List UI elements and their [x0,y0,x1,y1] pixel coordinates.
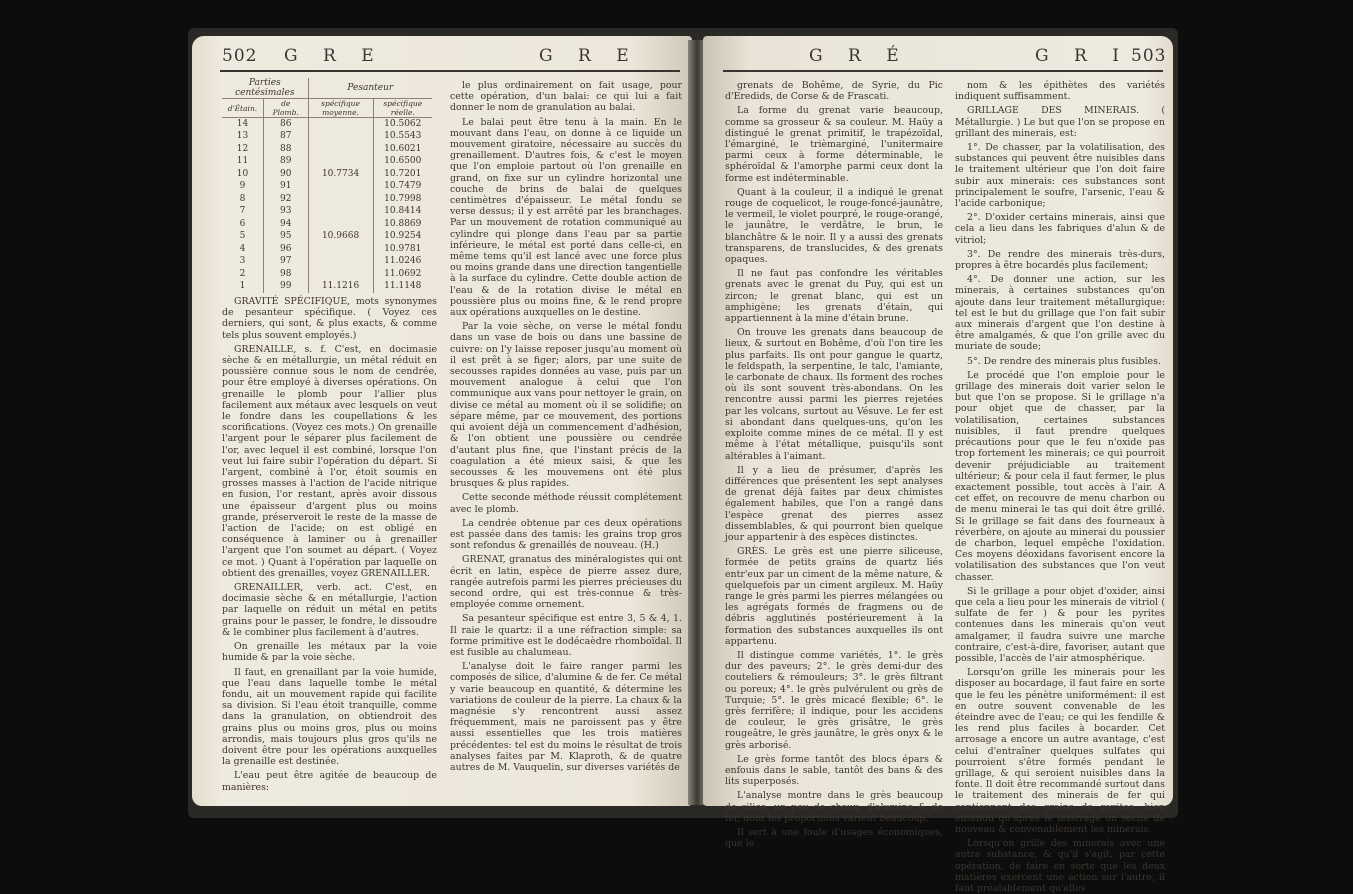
paragraph: Il faut, en grenaillant par la voie humide, que l'eau dans laquelle tombe le métal fondu, ait un mouvement rapide qui facilite sa division. Si l'eau étoit tranquille, comme dans la granulation, on obtiendroit des grains plus ou moins gros, plus ou moins arrondis, mais toujours plus gros qu'ils ne doivent être pour les opérations auxquelles la grenaille est destinée. [222,666,437,768]
left-header-left: G R E [284,46,384,66]
right-page-number: 503 [1131,46,1167,66]
paragraph: Il sert à une foule d'usages économiques, que le [725,827,943,850]
paragraph: L'analyse doit le faire ranger parmi les composés de silice, d'alumine & de fer. Ce métal y varie beaucoup en quantité, & détermine les variations de couleur de la pierre. La chaux & la magnésie s'y rencontrent aussi assez fréquemment, mais ne paroissent pas y être aussi essentielles que les trois matières précédentes: tel est du moins le résultat de trois analyses faites par M. Klaproth, & de quatre autres de M. Vauquelin, sur diverses variétés de [450,661,682,773]
paragraph: L'eau peut être agitée de beaucoup de manières: [222,770,437,793]
paragraph: Il y a lieu de présumer, d'après les différences que présentent les sept analyses de grenat déjà faites par deux chimistes également habiles, que l'on a rangé dans l'espèce grenat des pierres assez dissemblables, & qui pourront bien quelque jour appartenir à des espèces distinctes. [725,464,943,543]
table-cell: 93 [263,205,308,218]
table-cell: 94 [263,218,308,231]
table-cell: 10 [236,168,249,179]
table-cell: 10.9254 [373,230,432,243]
table-cell: 10.5062 [373,118,432,131]
table-cell: 10.8414 [373,205,432,218]
paragraph: Cette seconde méthode réussit complétement avec le plomb. [450,492,682,515]
table-row [222,230,432,243]
right-column-1 [725,80,943,850]
table-cell: 89 [263,155,308,168]
alloy-density-table [222,78,432,293]
table-cell: 6 [239,218,246,229]
table-row [222,180,432,193]
table-row [222,243,432,256]
left-page [192,36,692,806]
table-cell: 13 [236,131,249,142]
table-column-header: spécifique réelle. [373,99,432,118]
table-row [222,205,432,218]
table-cell: 10.8869 [373,218,432,231]
paragraph: L'analyse montre dans le grès beaucoup de silice, un peu de chaux, d'alumine & de fer, dont les proportions varient beaucoup. [725,790,943,824]
paragraph: GRÈS. Le grès est une pierre siliceuse, formée de petits grains de quartz liés entr'eux par un ciment de la même nature, & quelquefois par un ciment argileux. M. Haüy range le grès parmi les pierres mélangées ou les agrégats formés de fragmens ou de débris agglutinés postérieurement à la formation des substances auxquelles ils ont appartenu. [725,546,943,647]
table-column-header: spécifique moyenne. [308,99,373,118]
table-row [222,155,432,168]
right-page [703,36,1173,894]
table-cell: 4 [239,243,246,254]
paragraph: Il distingue comme variétés, 1°. le grès dur des paveurs; 2°. le grès demi-dur des couteliers & rémouleurs; 3°. le grès filtrant ou poreux; 4°. le grès pulvérulent ou grès de Turquie; 5°. le grès micacé flexible; 6°. le grès ferrifère; il indique, pour les accidens de couleur, le grès grisâtre, le grès rougeâtre, le grès jaunâtre, le grès onyx & le grès arborisé. [725,649,943,751]
table-group-header: Pesanteur [308,78,432,99]
table-cell [308,130,373,143]
left-header-right: G R E [539,46,639,66]
table-cell: 90 [263,168,308,181]
table-cell: 97 [263,255,308,268]
table-row [222,193,432,206]
table-cell: 95 [263,230,308,243]
left-column-1 [222,296,437,796]
table-cell [308,243,373,256]
paragraph: 3°. De rendre des minerais très-durs, propres à être bocardés plus facilement; [955,248,1165,272]
right-header-left: G R É [809,46,909,66]
paragraph: le plus ordinairement on fait usage, pour cette opération, d'un balai: ce qui lui a fait donner le nom de granulation au balai. [450,80,682,114]
paragraph: GRENAILLER, verb. act. C'est, en docimasie sèche & en métallurgie, l'action par laquelle on réduit un métal en petits grains pour le passer, le fondre, le dissoudre & le combiner plus facilement à d'autres. [222,582,437,638]
paragraph: Le procédé que l'on emploie pour le grillage des minerais doit varier selon le but que l'on se propose. Si le grillage n'a pour objet que de chasser, par la volatilisation, certaines substances nuisibles, il faut prendre quelques précautions pour que le feu n'oxide pas trop fortement les minerais; ce qui pourroit devenir préjudiciable au traitement ultérieur; & pour cela il faut fermer, le plus exactement possible, tout accès à l'air. A cet effet, on recouvre de menu charbon ou de menu minerai le tas qui doit être grillé. Si le grillage se fait dans des fourneaux à réverbère, on ajoute au minerai du poussier de charbon, lequel empêche l'oxidation. Ces moyens déoxidans favorisent encore la volatilisation des substances que l'on veut chasser. [955,369,1165,583]
table-cell: 87 [263,130,308,143]
table-cell: 14 [236,119,249,129]
paragraph: On trouve les grenats dans beaucoup de lieux, & surtout en Bohême, d'où l'on tire les plus parfaits. Ils ont pour gangue le quartz, le feldspath, la serpentine, le talc, l'amiante, le carbonate de chaux. Ils forment des roches où ils sont souvent très-abondans. On les rencontre aussi parmi les pierres rejetées par les volcans, surtout au Vésuve. Le fer est si abondant dans quelques-uns, qu'on les exploite comme mines de ce métal. Il y est même à l'état métallique, puisqu'ils sont altérables à l'aimant. [725,327,943,462]
table-row [222,130,432,143]
table-cell: 5 [239,231,246,242]
paragraph: Lorsqu'on grille les minerais pour les disposer au bocardage, il faut faire en sorte que le feu les pénètre uniformément: il est en outre souvent convenable de les éteindre avec de l'eau; ce qui les fendille & les rend plus faciles à bocarder. Cet arrosage a encore un autre avantage, c'est celui d'entraîner quelques sulfates qui pourroient s'être formés pendant le grillage, & qui seroient nuisibles dans la fonte. Il doit être recommandé surtout dans le traitement des minerais de fer qui contiennent des grains de pyrites, bien entendu qu'après le lessivage on sèche de nouveau & convenablement les minerais. [955,667,1165,835]
paragraph: Le balai peut être tenu à la main. En le mouvant dans l'eau, on donne à ce liquide un mouvement giratoire, nécessaire au succès du grenaillement. D'autres fois, & c'est le moyen que l'on emploie partout où l'on grenaille en grand, on fixe sur un cylindre horizontal une couche de brins de balai de quelques centimètres d'épaisseur. Le métal fondu se verse dessus; il y est arrêté par les branchages. Par un mouvement de rotation communiqué au cylindre qui plonge dans l'eau par sa partie inférieure, le métal est porté dans celle-ci, en même tems qu'il est lancé avec une force plus ou moins grande dans une direction tangentielle à la surface du cylindre. Cette double action de l'eau & de la rotation divise le métal en poussière plus ou moins fine, & le rend propre aux opérations auxquelles on le destine. [450,116,682,319]
table-cell: 11 [236,156,249,167]
table-cell: 2 [239,268,246,279]
right-header-rule [723,70,1163,72]
table-cell: 11.1216 [308,280,373,293]
table-cell: 9 [239,181,246,192]
table-cell [308,255,373,268]
paragraph: Par la voie sèche, on verse le métal fondu dans un vase de bois ou dans une bassine de cuivre: on l'y laisse reposer jusqu'au moment où il est prêt à se figer; alors, par une suite de secousses rapides données au vase, puis par un mouvement analogue à celui que l'on communique aux vans pour nettoyer le grain, on divise ce métal au moment où il se solidifie; on sépare même, par ce mouvement, des portions qui avoient déjà un commencement d'adhésion, & l'on obtient une poussière ou cendrée d'autant plus fine, que l'instant précis de la coagulation a été mieux saisi, & que les secousses & les mouvemens ont été plus brusques & plus rapides. [450,321,682,490]
left-header-rule [220,70,680,72]
table-cell: 11.1148 [373,280,432,293]
table-column-header: d'Étain. [222,99,263,118]
table-cell [308,118,373,131]
paragraph: Il ne faut pas confondre les véritables grenats avec le grenat du Puy, qui est un zircon; le grenat blanc, qui est un amphigène; les grenats d'étain, qui appartiennent à la mine d'étain brune. [725,268,943,325]
table-row [222,268,432,281]
table-cell: 91 [263,180,308,193]
table-cell: 10.5543 [373,130,432,143]
table-cell: 10.9781 [373,243,432,256]
table-cell: 10.7998 [373,193,432,206]
paragraph: Si le grillage a pour objet d'oxider, ainsi que cela a lieu pour les minerais de vitriol ( sulfate de fer ) & pour les pyrites contenues dans les minerais qu'on veut amalgamer, il faudra suivre une marche contraire, c'est-à-dire, favoriser, autant que possible, l'accès de l'air atmosphérique. [955,585,1165,664]
paragraph: GRENAT, granatus des minéralogistes qui ont écrit en latin, espèce de pierre assez dure, rangée autrefois parmi les pierres précieuses du second ordre, qui est très-connue & très-employée comme ornement. [450,554,682,611]
paragraph: 4°. De donner une action, sur les minerais, à certaines substances qu'on ajoute dans leur traitement métallurgique: tel est le but du grillage que l'on fait subir aux minerais d'argent que l'on destine à être amalgamés, & que l'on grille avec du muriate de soude; [955,274,1165,353]
table-cell: 10.7479 [373,180,432,193]
paragraph: GRILLAGE DES MINERAIS. ( Métallurgie. ) Le but que l'on se propose en grillant des minerais, est: [955,105,1165,139]
table-row [222,280,432,293]
table-cell: 10.6021 [373,143,432,156]
paragraph: La forme du grenat varie beaucoup, comme sa grosseur & sa couleur. M. Haüy a distingué le grenat primitif, le trapézoïdal, l'émarginé, le trièmarginé, l'unitermaire parmi ceux à forme déterminable, le sphéroïdal & l'amorphe parmi ceux dont la forme est indéterminable. [725,105,943,184]
table-cell: 10.6500 [373,155,432,168]
table-cell: 7 [239,206,246,217]
table-column-header: de Plomb. [263,99,308,118]
paragraph: Lorsqu'on grille des minerais avec une autre substance, & qu'il s'agit, par cette opération, de faire en sorte que les deux matières exercent une action sur l'autre, il faut préalablement qu'elles [955,838,1165,894]
table-cell: 12 [236,143,249,154]
table-row [222,143,432,156]
table-row [222,255,432,268]
table-cell: 8 [239,193,246,204]
paragraph: On grenaille les métaux par la voie humide & par la voie sèche. [222,641,437,664]
paragraph: GRENAILLE, s. f. C'est, en docimasie sèche & en métallurgie, un métal réduit en poussière connue sous le nom de cendrée, pour être employé à diverses opérations. On grenaille le plomb pour l'allier plus facilement aux métaux avec lesquels on veut le fondre dans les coupellations & les scorifications. (Voyez ces mots.) On grenaille l'argent pour le séparer plus facilement de l'or, avec lequel il est combiné, lorsque l'on veut lui faire subir l'opération du départ. Si l'argent, combiné à l'or, étoit soumis en grosses masses à l'action de l'acide nitrique en fusion, l'or restant, après avoir dissous une épaisseur d'argent plus ou moins grande, préserveroit le reste de la masse de l'action de l'acide; on est obligé en conséquence à laminer ou à grenailler l'argent que l'on soumet au départ. ( Voyez ce mot. ) Quant à l'opération par laquelle on obtient des grenailles, voyez GRENAILLER. [222,343,437,579]
table-cell: 10.7734 [308,168,373,181]
paragraph: 2°. D'oxider certains minerais, ainsi que cela a lieu dans les fabriques d'alun & de vitriol; [955,212,1165,246]
table-cell [308,155,373,168]
table-cell: 92 [263,193,308,206]
paragraph: GRAVITÉ SPÉCIFIQUE, mots synonymes de pesanteur spécifique. ( Voyez ces derniers, qui sont, & plus exacts, & comme tels plus souvent employés.) [222,296,437,341]
table-cell [308,193,373,206]
table-body [222,118,432,293]
paragraph: 1°. De chasser, par la volatilisation, des substances qui peuvent être nuisibles dans le traitement ultérieur que l'on doit faire subir aux minerais: ces substances sont principalement le soufre, l'arsenic, l'eau & l'acide carbonique; [955,142,1165,210]
table-cell [308,268,373,281]
right-column-2 [955,80,1165,894]
table-cell: 99 [263,280,308,293]
table-cell [308,180,373,193]
table-cell: 1 [239,281,246,292]
paragraph: nom & les épithètes des variétés indiquent suffisamment. [955,80,1165,103]
paragraph: Quant à la couleur, il a indiqué le grenat rouge de coquelicot, le rouge-foncé-jaunâtre, le vermeil, le violet pourpré, le rouge-orangé, le jaunâtre, le verdâtre, le brun, le blanchâtre & le noir. Il y a aussi des grenats transparens, de translucides, & des grenats opaques. [725,186,943,266]
paragraph: 5°. De rendre des minerais plus fusibles. [967,355,1161,367]
table-cell: 10.9668 [308,230,373,243]
table-cell [308,218,373,231]
left-column-2 [450,80,682,800]
paragraph: Sa pesanteur spécifique est entre 3, 5 & 4, 1. Il raie le quartz: il a une réfraction simple: sa forme primitive est le dodécaèdre rhomboïdal. Il est fusible au chalumeau. [450,613,682,658]
table-row [222,218,432,231]
table-cell: 11.0246 [373,255,432,268]
table-row [222,118,432,131]
paragraph: La cendrée obtenue par ces deux opérations est passée dans des tamis: les grains trop gros sont refondus & grenaillés de nouveau. (H.) [450,517,682,552]
table-cell [308,205,373,218]
table-cell [308,143,373,156]
paragraph: grenats de Bohême, de Syrie, du Pic d'Eredids, de Corse & de Frascati. [725,80,943,103]
table-row [222,168,432,181]
table-cell: 10.7201 [373,168,432,181]
paragraph: Le grès forme tantôt des blocs épars & enfouis dans le sable, tantôt des bans & des lits superposés. [725,753,943,788]
table-cell: 96 [263,243,308,256]
left-page-number: 502 [222,46,258,66]
table-cell: 3 [239,256,246,267]
table-cell: 98 [263,268,308,281]
table-cell: 86 [263,118,308,131]
table-cell: 88 [263,143,308,156]
right-header-right: G R I [1035,46,1129,66]
table-cell: 11.0692 [373,268,432,281]
table-group-header: Parties centésimales [222,78,308,99]
